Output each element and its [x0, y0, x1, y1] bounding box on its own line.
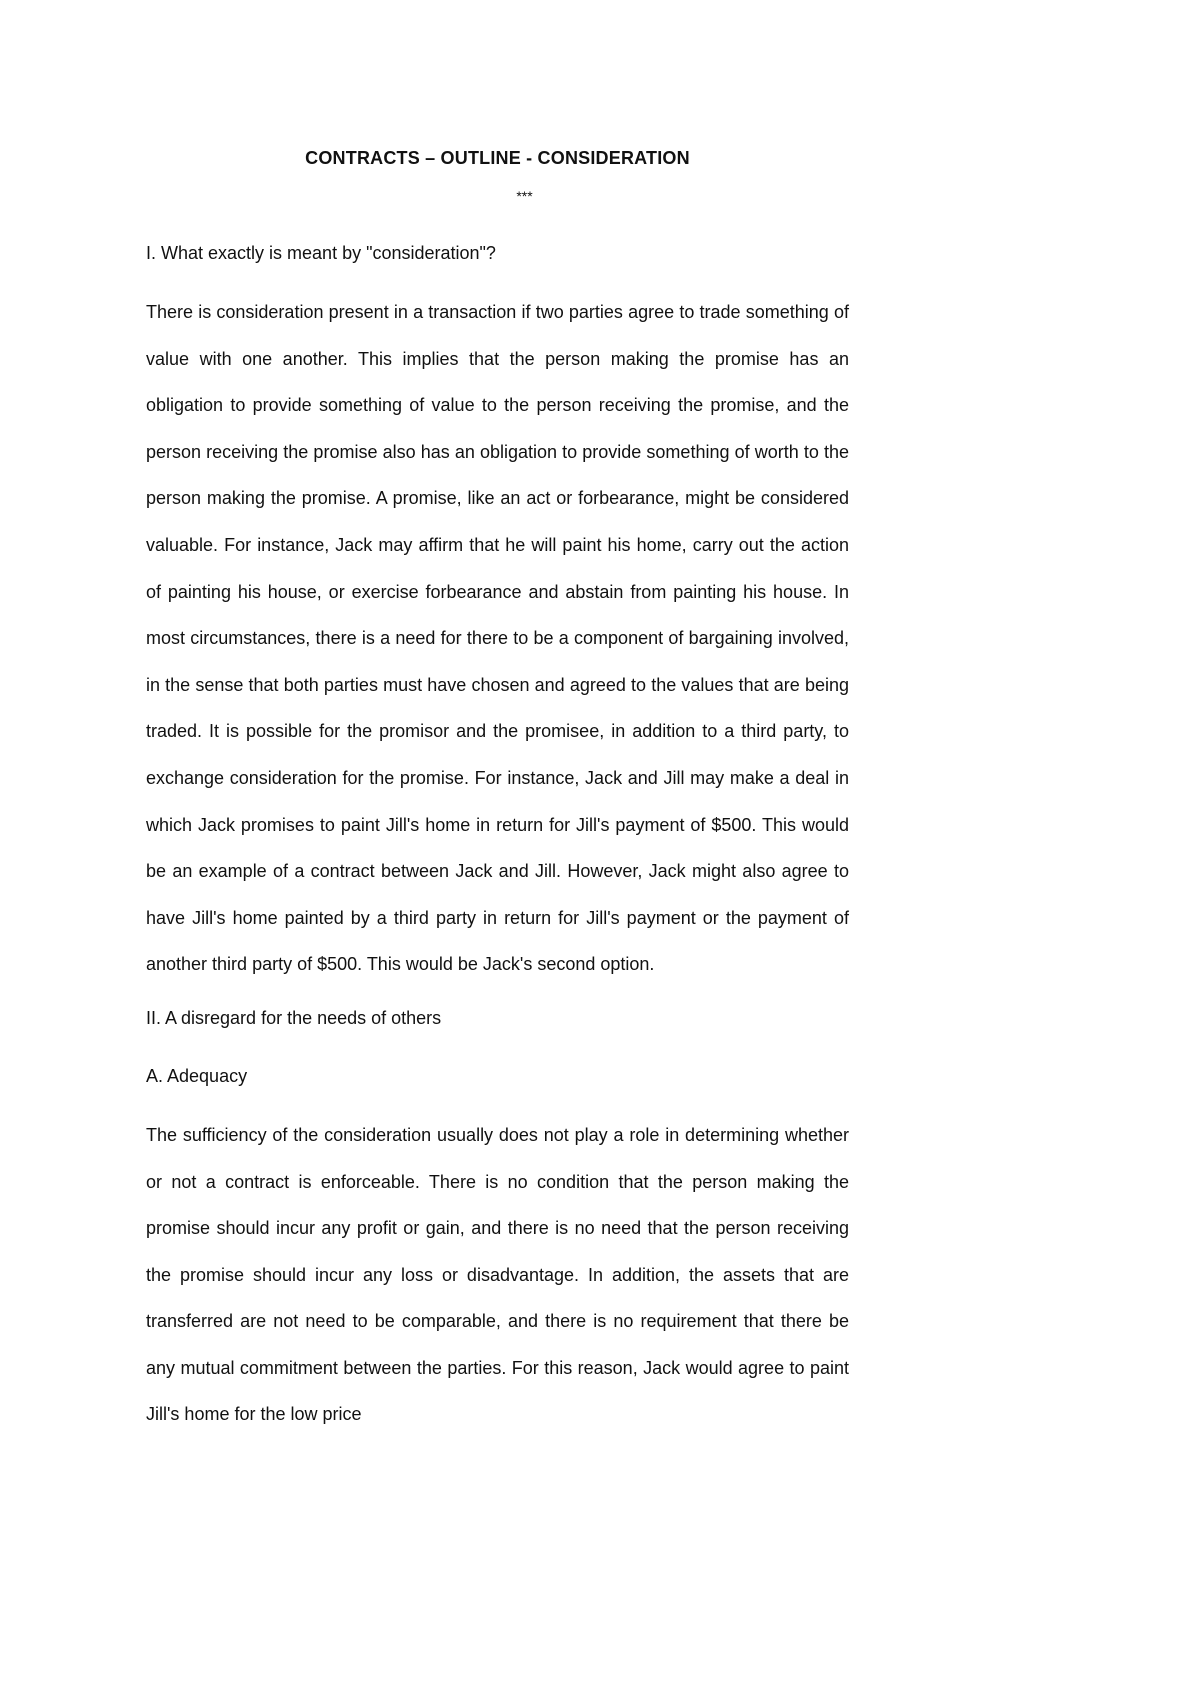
section-1-paragraph: There is consideration present in a transaction if two parties agree to trade something of value with one another. This implies that the person making the promise has an obligation to provide something of value to the person receiving the promise, and the person receiving the promise also has an obligation to provide something of worth to the person making the promise. A promise, like an act or forbearance, might be considered valuable. For instance, Jack may affirm that he will paint his home, carry out the action of painting his house, or exercise forbearance and abstain from painting his house. In most circumstances, there is a need for there to be a component of bargaining involved, in the sense that both parties must have chosen and agreed to the values that are being traded. It is possible for the promisor and the promisee, in addition to a third party, to exchange consideration for the promise. For instance, Jack and Jill may make a deal in which Jack promises to paint Jill's home in return for Jill's payment of $500. This would be an example of a contract between Jack and Jill. However, Jack might also agree to have Jill's home painted by a third party in return for Jill's payment or the payment of another third party of $500. This would be Jack's second option. [146, 302, 849, 975]
section-separator: *** [516, 188, 533, 204]
document-page [146, 140, 849, 1438]
subsection-a-paragraph: The sufficiency of the consideration usually does not play a role in determining whether or not a contract is enforceable. There is no condition that the person making the promise should incur any profit or gain, and there is no need that the person receiving the promise should incur any loss or disadvantage. In addition, the assets that are transferred are not need to be comparable, and there is no requirement that there be any mutual commitment between the parties. For this reason, Jack would agree to paint Jill's home for the low price [146, 1124, 849, 1425]
section-1-heading: I. What exactly is meant by "consideration"? [146, 243, 496, 263]
document-title: CONTRACTS – OUTLINE - CONSIDERATION [305, 148, 690, 168]
subsection-a-heading: A. Adequacy [146, 1065, 248, 1086]
section-2-heading: II. A disregard for the needs of others [146, 1007, 442, 1028]
